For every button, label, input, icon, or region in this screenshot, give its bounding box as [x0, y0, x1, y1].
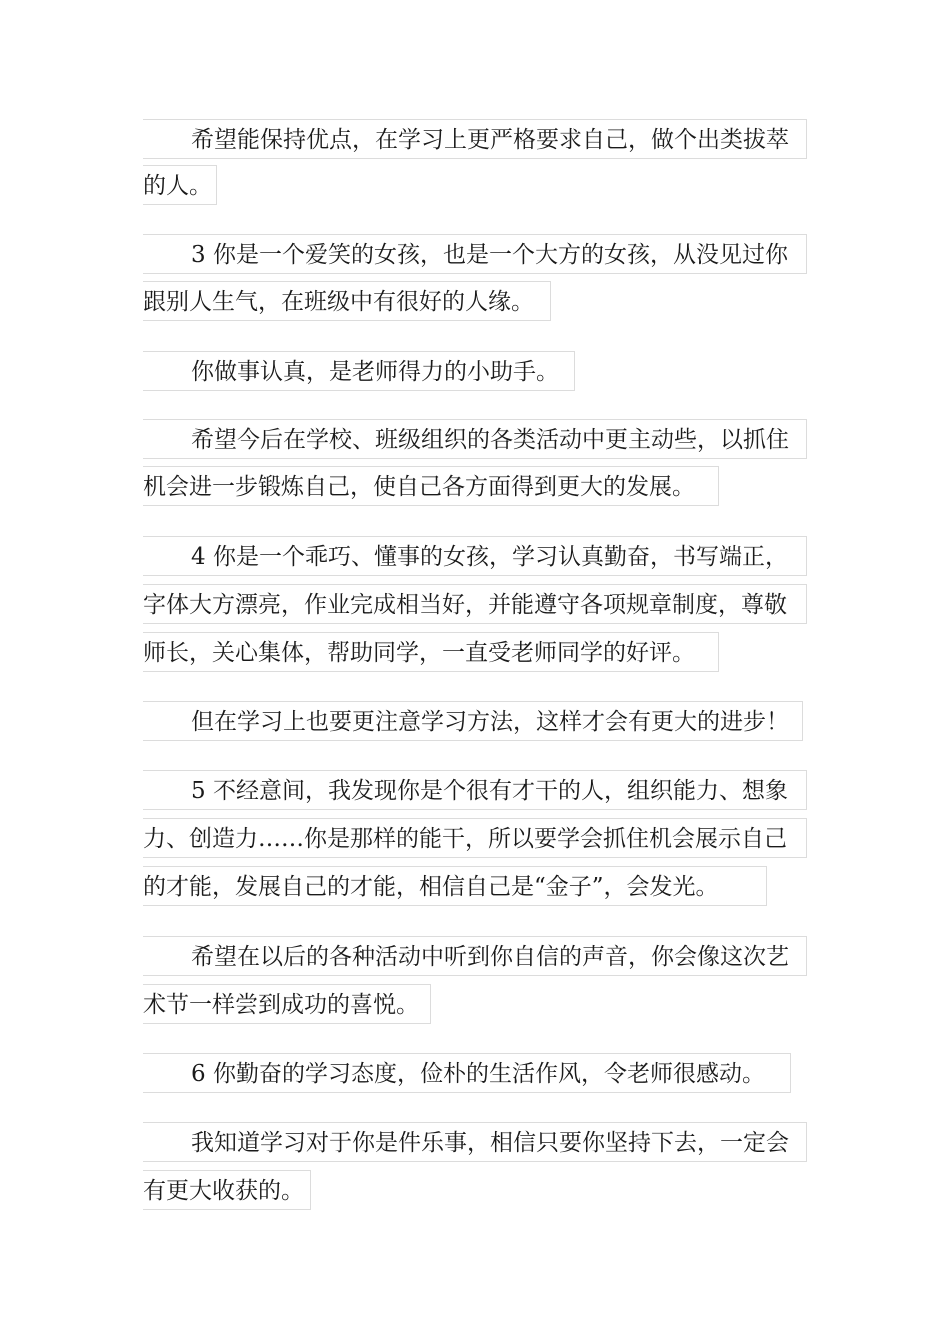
paragraph-2-line-2: 跟别人生气，在班级中有很好的人缘。 — [143, 281, 551, 321]
paragraph-3-line-1: 你做事认真，是老师得力的小助手。 — [143, 351, 575, 391]
paragraph-8-line-2: 术节一样尝到成功的喜悦。 — [143, 984, 431, 1024]
paragraph-2-line-1: 3 你是一个爱笑的女孩，也是一个大方的女孩，从没见过你 — [143, 234, 807, 274]
paragraph-5-line-2: 字体大方漂亮，作业完成相当好，并能遵守各项规章制度，尊敬 — [143, 584, 807, 624]
paragraph-1-line-1: 希望能保持优点，在学习上更严格要求自己，做个出类拔萃 — [143, 119, 807, 159]
paragraph-10-line-1: 我知道学习对于你是件乐事，相信只要你坚持下去，一定会 — [143, 1122, 807, 1162]
paragraph-5-line-3: 师长，关心集体，帮助同学，一直受老师同学的好评。 — [143, 632, 719, 672]
paragraph-8-line-1: 希望在以后的各种活动中听到你自信的声音，你会像这次艺 — [143, 936, 807, 976]
paragraph-1-line-2: 的人。 — [143, 165, 217, 205]
paragraph-7-line-1: 5 不经意间，我发现你是个很有才干的人，组织能力、想象 — [143, 770, 807, 810]
paragraph-10-line-2: 有更大收获的。 — [143, 1170, 311, 1210]
paragraph-6-line-1: 但在学习上也要更注意学习方法，这样才会有更大的进步！ — [143, 701, 803, 741]
paragraph-7-line-2: 力、创造力……你是那样的能干，所以要学会抓住机会展示自己 — [143, 818, 807, 858]
paragraph-7-line-3: 的才能，发展自己的才能，相信自己是“金子”，会发光。 — [143, 866, 767, 906]
paragraph-9-line-1: 6 你勤奋的学习态度，俭朴的生活作风，令老师很感动。 — [143, 1053, 791, 1093]
paragraph-5-line-1: 4 你是一个乖巧、懂事的女孩，学习认真勤奋，书写端正， — [143, 536, 807, 576]
paragraph-4-line-2: 机会进一步锻炼自己，使自己各方面得到更大的发展。 — [143, 466, 719, 506]
paragraph-4-line-1: 希望今后在学校、班级组织的各类活动中更主动些，以抓住 — [143, 419, 807, 459]
